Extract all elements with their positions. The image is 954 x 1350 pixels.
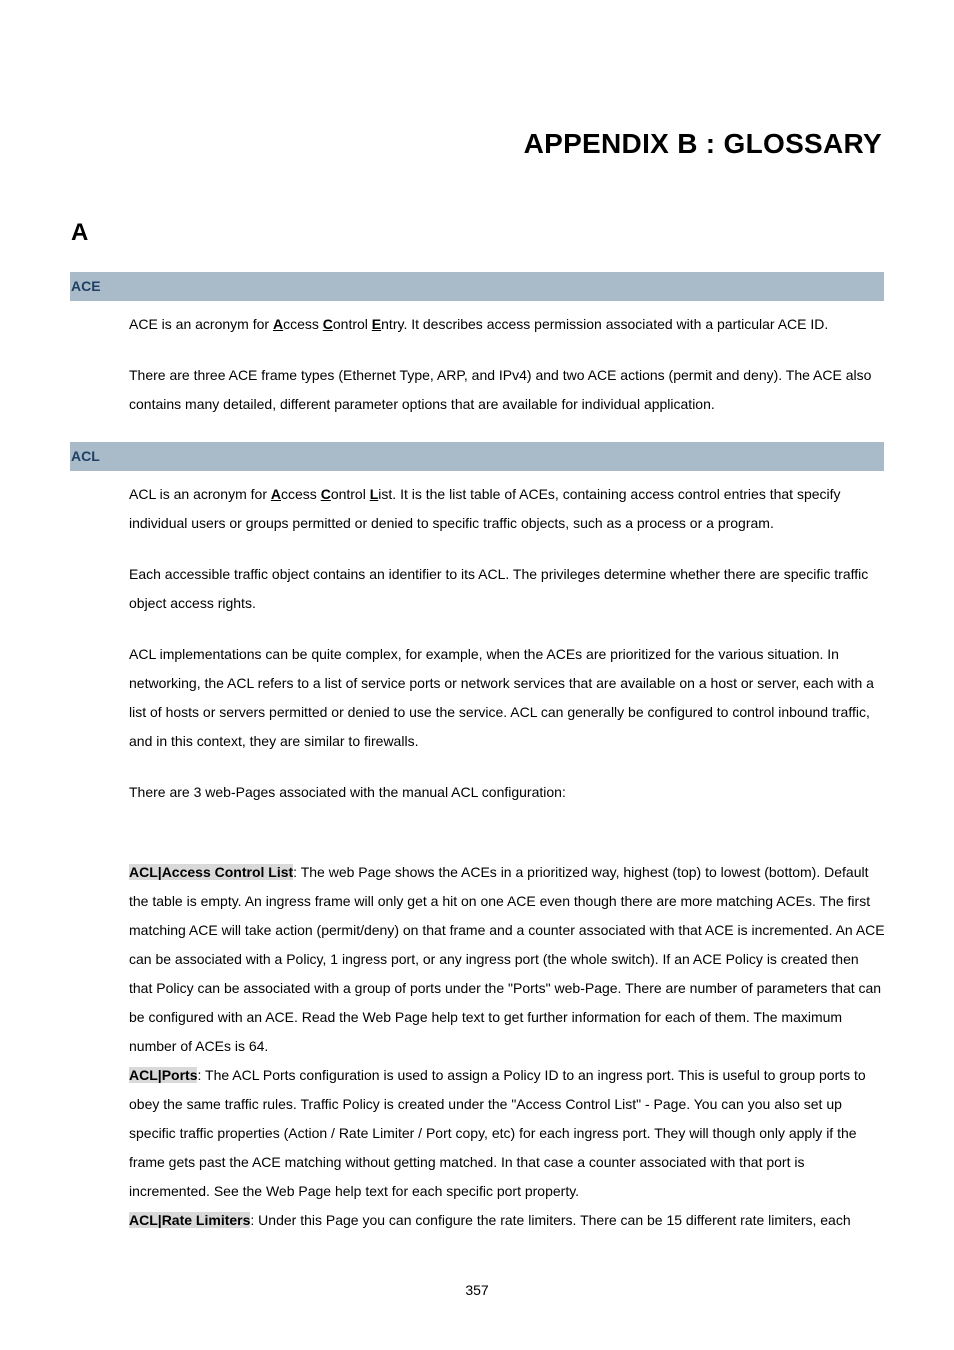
term-header-acl: ACL bbox=[70, 442, 884, 471]
acl-definition bbox=[129, 480, 885, 1235]
ace-definition bbox=[129, 310, 885, 419]
term-header-ace: ACE bbox=[70, 272, 884, 301]
ace-paragraph-1: ACE is an acronym for Access Control Entry. It describes access permission associated with a particular ACE ID. bbox=[129, 316, 829, 332]
page-number: 357 bbox=[465, 1282, 489, 1298]
acl-paragraph-1: ACL is an acronym for Access Control List. It is the list table of ACEs, containing access control entries that specify individual users or groups permitted or denied to specific traffic objects, such as a process or a program. bbox=[129, 486, 841, 531]
acl-item-label: ACL|Rate Limiters bbox=[129, 1212, 251, 1228]
ace-paragraph-2: There are three ACE frame types (Ethernet Type, ARP, and IPv4) and two ACE actions (permit and deny). The ACE also contains many detailed, different parameter options that are available for individual application. bbox=[129, 367, 872, 412]
acl-item-label: ACL|Access Control List bbox=[129, 864, 294, 880]
acl-item-rate-limiters: ACL|Rate Limiters: Under this Page you can configure the rate limiters. There can be 15 different rate limiters, each bbox=[129, 1212, 851, 1228]
acl-item-label: ACL|Ports bbox=[129, 1067, 198, 1083]
acl-paragraph-4: There are 3 web-Pages associated with the manual ACL configuration: bbox=[129, 784, 566, 800]
acl-paragraph-2: Each accessible traffic object contains an identifier to its ACL. The privileges determine whether there are specific traffic object access rights. bbox=[129, 566, 869, 611]
section-letter: A bbox=[71, 219, 89, 246]
acl-item-ports: ACL|Ports: The ACL Ports configuration is used to assign a Policy ID to an ingress port. This is useful to group ports to obey the same traffic rules. Traffic Policy is created under the "Access Control List" - Page. You can you also set up specific traffic properties (Action / Rate Limiter / Port copy, etc) for each ingress port. They will though only apply if the frame gets past the ACE matching without getting matched. In that case a counter associated with that port is incremented. See the Web Page help text for each specific port property. bbox=[129, 1067, 866, 1199]
page-title: APPENDIX B : GLOSSARY bbox=[523, 128, 882, 159]
acl-paragraph-3: ACL implementations can be quite complex, for example, when the ACEs are prioritized for the various situation. In networking, the ACL refers to a list of service ports or network services that are available on a host or server, each with a list of hosts or servers permitted or denied to use the service. ACL can generally be configured to control inbound traffic, and in this context, they are similar to firewalls. bbox=[129, 646, 874, 749]
acl-item-access-control-list: ACL|Access Control List: The web Page shows the ACEs in a prioritized way, highest (top) to lowest (bottom). Default the table is empty. An ingress frame will only get a hit on one ACE even though there are more matching ACEs. The first matching ACE will take action (permit/deny) on that frame and a counter associated with that ACE is incremented. An ACE can be associated with a Policy, 1 ingress port, or any ingress port (the whole switch). If an ACE Policy is created then that Policy can be associated with a group of ports under the "Ports" web-Page. There are number of parameters that can be configured with an ACE. Read the Web Page help text to get further information for each of them. The maximum number of ACEs is 64. bbox=[129, 864, 885, 1054]
